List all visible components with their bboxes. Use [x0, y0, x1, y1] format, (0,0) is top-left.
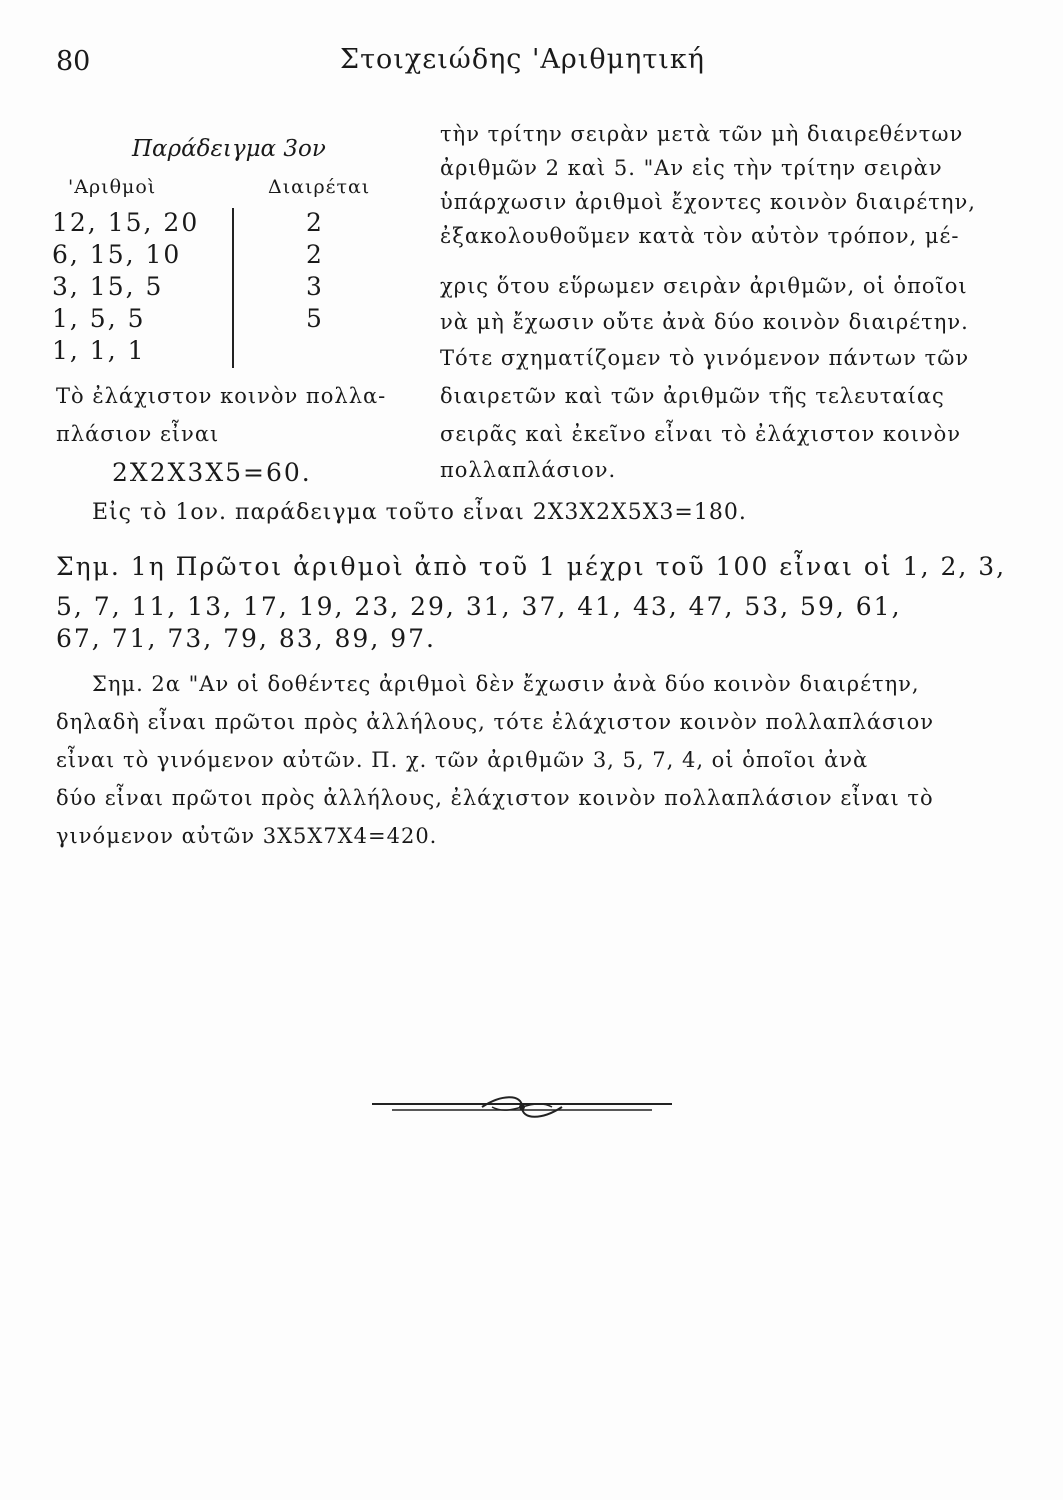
right-text-line: νὰ μὴ ἔχωσιν οὔτε ἀνὰ δύο κοινὸν διαιρέτην. — [440, 310, 969, 334]
right-text-line: χρις ὅτου εὕρωμεν σειρὰν ἀριθμῶν, οἱ ὁποῖοι — [440, 274, 968, 298]
lcm-product: 2X2X3X5=60. — [112, 458, 312, 487]
table-row-numbers: 1, 5, 5 — [52, 304, 146, 333]
note2-line: δύο εἶναι πρῶτοι πρὸς ἀλλήλους, ἐλάχιστον κοινὸν πολλαπλάσιον εἶναι τὸ — [56, 786, 934, 810]
ornament-divider — [372, 1090, 672, 1124]
right-text-line: διαιρετῶν καὶ τῶν ἀριθμῶν τῆς τελευταίας — [440, 384, 945, 408]
note1-line: 67, 71, 73, 79, 83, 89, 97. — [56, 624, 436, 653]
note1-line: Σημ. 1η Πρῶτοι ἀριθμοὶ ἀπὸ τοῦ 1 μέχρι τοῦ 100 εἶναι οἱ 1, 2, 3, — [56, 552, 1007, 581]
right-text-line: ἀριθμῶν 2 καὶ 5. "Αν εἰς τὴν τρίτην σειρὰν — [440, 156, 943, 180]
page-number: 80 — [56, 46, 91, 77]
right-text-line: πολλαπλάσιον. — [440, 458, 617, 482]
right-text-line: ὑπάρχωσιν ἀριθμοὶ ἔχοντες κοινὸν διαιρέτην, — [440, 190, 976, 214]
table-row-divisor: 3 — [306, 272, 322, 301]
note2-line: Σημ. 2α "Αν οἱ δοθέντες ἀριθμοὶ δὲν ἔχωσιν ἀνὰ δύο κοινὸν διαιρέτην, — [92, 672, 920, 696]
header-numbers: 'Αριθμοὶ — [68, 176, 157, 198]
right-text-line: Τότε σχηματίζομεν τὸ γινόμενον πάντων τῶν — [440, 346, 970, 370]
lcm-text-line1: Τὸ ἐλάχιστον κοινὸν πολλα- — [56, 384, 387, 408]
table-divider-line — [232, 208, 234, 368]
table-row-numbers: 6, 15, 10 — [52, 240, 182, 269]
note2-line: εἶναι τὸ γινόμενον αὐτῶν. Π. χ. τῶν ἀριθμῶν 3, 5, 7, 4, οἱ ὁποῖοι ἀνὰ — [56, 748, 869, 772]
running-title: Στοιχειώδης 'Αριθμητική — [340, 44, 705, 75]
table-row-divisor: 2 — [306, 208, 322, 237]
right-text-line: τὴν τρίτην σειρὰν μετὰ τῶν μὴ διαιρεθέντων — [440, 122, 964, 146]
table-row-numbers: 12, 15, 20 — [52, 208, 200, 237]
table-row-divisor: 2 — [306, 240, 322, 269]
right-text-line: ἐξακολουθοῦμεν κατὰ τὸν αὐτὸν τρόπον, μέ- — [440, 224, 960, 248]
note1-line: 5, 7, 11, 13, 17, 19, 23, 29, 31, 37, 41, 43, 47, 53, 59, 61, — [56, 592, 902, 621]
header-divisors: Διαιρέται — [268, 176, 371, 198]
example-title: Παράδειγμα 3ον — [132, 136, 326, 162]
note2-line: γινόμενον αὐτῶν 3X5X7X4=420. — [56, 824, 438, 848]
note2-line: δηλαδὴ εἶναι πρῶτοι πρὸς ἀλλήλους, τότε ἐλάχιστον κοινὸν πολλαπλάσιον — [56, 710, 935, 734]
table-row-numbers: 3, 15, 5 — [52, 272, 164, 301]
first-example-line: Εἰς τὸ 1ον. παράδειγμα τοῦτο εἶναι 2X3X2X5X3=180. — [92, 500, 747, 525]
table-row-numbers: 1, 1, 1 — [52, 336, 146, 365]
right-text-line: σειρᾶς καὶ ἐκεῖνο εἶναι τὸ ἐλάχιστον κοινὸν — [440, 422, 962, 446]
table-row-divisor: 5 — [306, 304, 322, 333]
lcm-text-line2: πλάσιον εἶναι — [56, 422, 220, 446]
